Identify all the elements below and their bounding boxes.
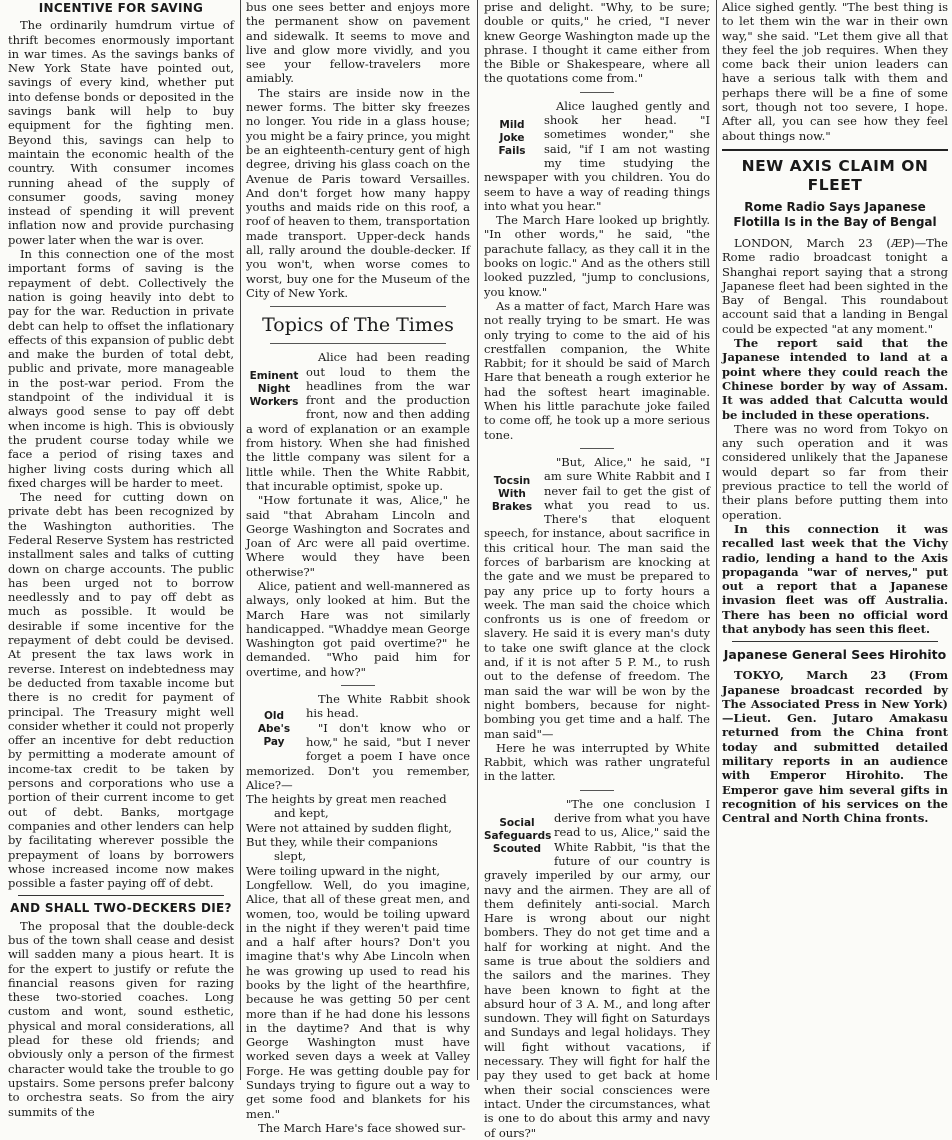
column-4 <box>722 0 948 1080</box>
column-rule <box>477 0 478 1080</box>
headline-two-deckers: AND SHALL TWO-DECKERS DIE? <box>10 901 232 916</box>
paragraph: prise and delight. "Why, to be sure; double or quits," he cried, "I never knew George Washington made up the phrase. I thought it came either from the Bible or Shakespeare, where all the quotations come from." <box>484 0 710 86</box>
section-divider <box>722 149 948 151</box>
paragraph: Alice sighed gently. "The best thing is to let them win the war in their own way," she said. "Let them give all that they feel the job requires. When they come back their union leaders can have a serious talk with them and perhaps there will be a fine of some sort, though not too severe, I hope. After all, you can see how they feel about things now." <box>722 0 948 143</box>
paragraph: Alice, patient and well-mannered as always, only looked at him. But the March Hare was not similarly handicapped. "Whaddye mean George Washington got paid overtime?" he demanded. "Who paid him for overtime, and how?" <box>246 578 470 679</box>
topics-of-the-times-heading: Topics of The Times <box>262 314 454 337</box>
paragraph: The need for cutting down on private debt has been recognized by the Washington authorities. The Federal Reserve System has restricted installment sales and talks of cutting down on charge accounts. The public has been urged not to borrow needlessly and to pay off debt as much as possible. It would be desirable if some incentive for the repayment of debt could be devised. At present the tax laws work in reverse. Interest on indebtedness may be deducted from taxable income but there is no credit for payment of principal. The Treasury might well consider whether it could not properly offer an incentive for debt reduction by permitting a moderate amount of income-tax credit to be taken by persons and corporations who use a portion of their current income to get out of debt. Banks, mortgage companies and other lenders can help by facilitating wherever possible the prepayment of loans by borrowers whose increased income now makes possible a faster paying off of debt. <box>8 490 234 891</box>
headline-new-axis-claim: NEW AXIS CLAIM ON FLEET <box>741 156 929 194</box>
paragraph: Alice had been reading out loud to them the headlines from the war front and the production front, now and then adding a word of explanation or an example from history. When she had finished the little company was silent for a little while. Then the White Rabbit, that incurable optimist, spoke up. <box>246 350 470 493</box>
section-divider <box>270 343 446 344</box>
paragraph: TOKYO, March 23 (From Japanese broadcast recorded by The Associated Press in New York)—Lieut. Gen. Jutaro Amakasu returned from the China front today and submitted detailed military reports in an audience with Emperor Hirohito. The Emperor gave him several gifts in recognition of his services on the Central and North China fronts. <box>722 668 948 826</box>
column-rule <box>716 0 717 1080</box>
column-2 <box>246 0 470 1135</box>
paragraph: Alice laughed gently and shook her head. "I sometimes wonder," she said, "if I am not wasting my time studying the newspaper with you children. You do seem to have a way of reading things into what you hear." <box>484 98 710 213</box>
subheadline-rome-radio: Rome Radio Says Japanese Flotilla Is in the Bay of Bengal <box>733 199 937 229</box>
section-divider <box>18 895 224 896</box>
paragraph: In this connection it was recalled last week that the Vichy radio, lending a hand to the Axis propaganda "war of nerves," put out a report that a Japanese invasion fleet was off Australia. There has been no official word that anybody has seen this fleet. <box>722 521 948 636</box>
paragraph: The March Hare's face showed sur- <box>258 1120 466 1135</box>
paragraph: The report said that the Japanese intended to land at a point where they could reach the Chinese border by way of Assam. It was added that Calcutta would be included in these operations. <box>722 336 948 422</box>
paragraph: As a matter of fact, March Hare was not really trying to be smart. He was only trying to come to the aid of his crestfallen companion, the White Rabbit; for it should be said of March Hare that beneath a rough exterior he had the softest heart imaginable. When his little parachute joke failed to come off, he took up a more serious tone. <box>484 298 710 442</box>
section-divider <box>580 448 614 449</box>
side-head-old-abes-pay: Old Abe's Pay <box>257 710 291 749</box>
side-head-mild-joke-fails: Mild Joke Fails <box>498 118 526 157</box>
paragraph: "How fortunate it was, Alice," he said "that Abraham Lincoln and George Washington and Socrates and Joan of Arc were all paid overtime. Where would they have been otherwise?" <box>246 493 470 579</box>
paragraph: The stairs are inside now in the newer forms. The bitter sky freezes no longer. You ride in a glass house; you might be a fairy prince, you might be an eighteenth-century gent of high degree, driving his glass coach on the Avenue de Paris toward Versailles. And don't forget how many happy youths and maids ride on this roof, a roof of heaven to them, transportation made transport. Upper-deck hands all, rally around the double-decker. If you won't, when worse comes to worst, buy one for the Museum of the City of New York. <box>246 85 470 300</box>
column-3 <box>484 0 710 1140</box>
paragraph: Here he was interrupted by White Rabbit, which was rather ungrateful in the latter. <box>484 740 710 784</box>
paragraph: Longfellow. Well, do you imagine, Alice, that all of these great men, and women, too, would be toiling upward in the night if they weren't paid time and a half after hours? Don't you imagine that's why Abe Lincoln when he was growing up used to read his books by the light of the hearthfire, because he was getting 50 per cent more than if he had done his lessons in the daytime? And that is why George Washington must have worked seven days a week at Valley Forge. He was getting double pay for Sundays trying to figure out a way to get some food and blankets for his men." <box>246 877 470 1121</box>
section-divider <box>732 641 938 642</box>
paragraph: "I don't know who or how," he said, "but I never forget a poem I have once memorized. Don't you remember, Alice?— <box>246 720 470 792</box>
paragraph: In this connection one of the most important forms of saving is the repayment of debt. Collectively the nation is going heavily into debt to pay for the war. Reduction in private debt can help to offset the inflationary effects of this expansion of public debt and make the burden of total debt, public and private, more manageable in the post-war period. From the standpoint of the individual it is always good sense to pay off debt when income is high. This is obviously the prudent course today while we face a period of rising taxes and higher living costs during which all fixed charges will be harder to meet. <box>8 247 234 490</box>
paragraph: The proposal that the double-deck bus of the town shall cease and desist will sadden many a pious heart. It is for the expert to justify or refute the financial reasons given for razing these two-storied coaches. Long custom and wont, sound esthetic, physical and moral considerations, all plead for these old friends; and obviously only a person of the firmest character would take the trouble to go upstairs. Some persons prefer balcony to orchestra seats. So from the airy summits of the <box>8 918 234 1119</box>
side-head-tocsin-with-brakes: Tocsin With Brakes <box>491 474 533 513</box>
paragraph: The White Rabbit shook his head. <box>306 692 470 721</box>
section-divider <box>270 306 446 307</box>
paragraph: The ordinarily humdrum virtue of thrift becomes enormously important in war times. As the savings banks of New York State have pointed out, savings of every kind, whether put into defense bonds or deposited in the savings bank will help to buy equipment for the fighting men. Beyond this, savings can help to maintain the economic health of the country. With consumer incomes running ahead of the supply of consumer goods, saving money instead of spending it will prevent inflation now and provide purchasing power later when the war is over. <box>8 18 234 247</box>
paragraph: LONDON, March 23 (ÆP)—The Rome radio broadcast tonight a Shanghai report saying that a strong Japanese fleet had been sighted in the Bay of Bengal. This roundabout account said that a landing in Bengal could be expected "at any moment." <box>722 235 948 336</box>
paragraph: "But, Alice," he said, "I am sure White Rabbit and I never fail to get the gist of what you read to us. There's that eloquent speech, for instance, about sacrifice in this critical hour. The man said the forces of barbarism are knocking at the gate and we must be prepared to pay any price up to forty hours a week. The man said the choice which confronts us is one of freedom or slavery. He said it is every man's duty to take one swift glance at the clock and, if it is not after 5 P. M., to rush out to the defense of freedom. The man said the war will be won by the night bombers, because for night-bombing you get time and a half. The man said"— <box>484 454 710 741</box>
side-head-eminent-night-workers: Eminent Night Workers <box>249 370 299 409</box>
paragraph: The March Hare looked up brightly. "In other words," he said, "the parachute fallacy, as they call it in the books on logic." And as the others still looked puzzled, "jump to conclusions, you know." <box>484 213 710 299</box>
column-rule <box>240 0 241 1080</box>
paragraph: "The one conclusion I derive from what you have read to us, Alice," said the White Rabbit, "is that the future of our country is gravely imperiled by our army, our navy and the airmen. They are all of them definitely anti-social. March Hare is wrong about our night bombers. They do not get time and a half for working at night. And the same is true about the soldiers and the sailors and the marines. They have been known to fight at the absurd hour of 3 A. M., and long after sundown. They will fight on Saturdays and Sundays and legal holidays. They will fight without vacations, if necessary. They will fight for half the pay they used to get back at home when their social consciences were intact. Under the circumstances, what is one to do about this army and navy of ours?" <box>484 796 710 1140</box>
column-1 <box>8 0 234 1119</box>
side-head-social-safeguards-scouted: Social Safeguards Scouted <box>484 816 552 855</box>
section-divider <box>580 790 614 791</box>
poem-quote: The heights by great men reached and kept, Were not attained by sudden flight, But they, while their companions slept, Were toiling upward in the night, <box>246 792 452 878</box>
paragraph: There was no word from Tokyo on any such operation and it was considered unlikely that the Japanese would depart so far from their previous practice to tell the world of their plans before putting them into operation. <box>722 421 948 522</box>
section-divider <box>341 685 375 686</box>
headline-incentive-for-saving: INCENTIVE FOR SAVING <box>38 1 204 15</box>
section-divider <box>580 92 614 93</box>
paragraph: bus one sees better and enjoys more the permanent show on pavement and sidewalk. It seems to move and live and glow more vividly, and you see your fellow-travelers more amiably. <box>246 0 470 86</box>
headline-japanese-general: Japanese General Sees Hirohito <box>723 647 947 663</box>
